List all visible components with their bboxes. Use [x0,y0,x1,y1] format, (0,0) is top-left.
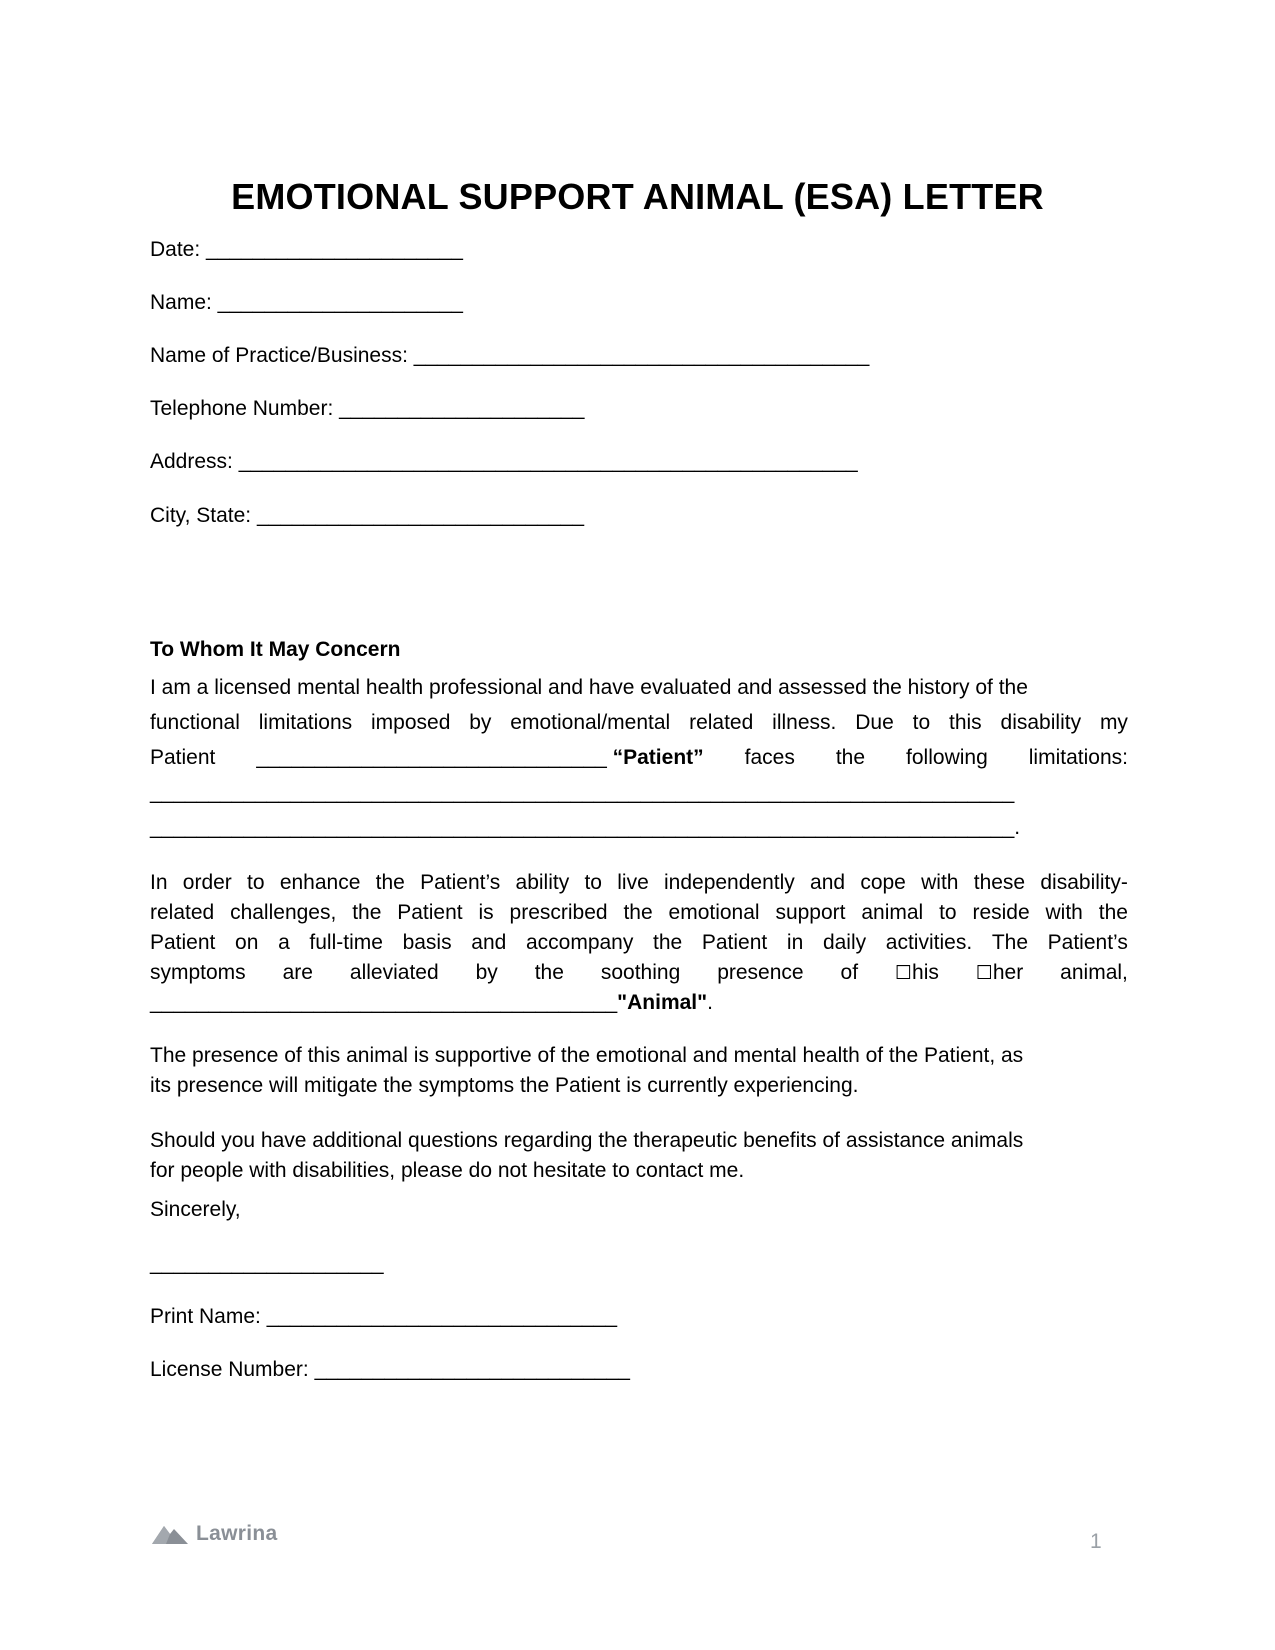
practice-field[interactable]: Name of Practice/Business: _______________________________________ [150,344,870,367]
word: a [278,931,290,954]
limitations-blank-2[interactable]: __________________________________________________________________________. [150,816,1021,839]
word: Patient [397,901,463,924]
word: basis [402,931,452,954]
word: by [469,711,492,734]
word: accompany [525,931,634,954]
word: on [235,931,259,954]
patient-name-blank-group[interactable] [256,740,703,775]
word: following [906,746,988,769]
word: In [150,871,168,894]
word: the [623,901,653,924]
word: daily [822,931,867,954]
period: . [707,991,713,1014]
paragraph-line-justified [150,928,1128,958]
address-field[interactable]: Address: _____________________________________________________ [150,450,858,473]
word: with [921,871,959,894]
date-field[interactable]: Date: ______________________ [150,238,463,261]
word: Patient’s [1047,931,1128,954]
animal-name-blank[interactable]: ________________________________________ [150,991,618,1014]
word: symptoms [150,961,246,984]
word: and [810,871,846,894]
patient-name-blank[interactable]: ______________________________ [256,746,607,769]
word: related [689,711,754,734]
word: prescribed [509,901,608,924]
word: these [973,871,1026,894]
paragraph-limitations [150,670,1128,845]
word: to [912,711,931,734]
word: functional [150,711,240,734]
paragraph-line: The presence of this animal is supportive of the emotional and mental health of the Patient, as [150,1044,1024,1067]
word: reside [972,901,1030,924]
word: the [835,746,866,769]
patient-line [150,740,1128,775]
word: the [1098,901,1128,924]
word: disability [1000,711,1082,734]
paragraph-line-justified [150,705,1128,740]
footer-logo [152,1522,277,1546]
word: of [840,961,859,984]
patient-label: “Patient” [612,746,704,769]
telephone-field[interactable]: Telephone Number: _____________________ [150,397,585,420]
city-state-field[interactable]: City, State: ____________________________ [150,504,584,527]
word: Patient [701,931,768,954]
word: ability [515,871,570,894]
word: Patient [150,931,216,954]
paragraph-prescription [150,868,1128,1018]
word: Patient [150,746,216,769]
word: disability- [1040,871,1128,894]
word: the [375,871,405,894]
paragraph-line-justified [150,868,1128,898]
word: the [653,931,683,954]
salutation: To Whom It May Concern [150,638,401,661]
word: emotional [668,901,760,924]
paragraph-line: for people with disabilities, please do not hesitate to contact me. [150,1159,745,1182]
paragraph-line: its presence will mitigate the symptoms the Patient is currently experiencing. [150,1074,859,1097]
paragraph-line: Should you have additional questions regarding the therapeutic benefits of assistance animals [150,1129,1024,1152]
word: enhance [279,871,361,894]
logo-text: Lawrina [196,1522,278,1545]
paragraph-line: I am a licensed mental health professional and have evaluated and assessed the history of the [150,676,1028,699]
word: challenges, [230,901,337,924]
animal-label: "Animal" [617,991,708,1014]
paragraph-line-justified [150,898,1128,928]
word: in [786,931,804,954]
word: soothing [600,961,681,984]
word: independently [664,871,795,894]
word: to [247,871,265,894]
word: the [534,961,564,984]
her-checkbox[interactable]: ☐ [975,962,993,984]
word: this [948,711,982,734]
her-checkbox-option[interactable] [976,958,1023,988]
word: activities. [885,931,973,954]
word: limitations [258,711,353,734]
animal-line [150,988,1128,1018]
her-label: her [992,961,1024,984]
word: imposed [371,711,451,734]
word: is [478,901,494,924]
his-label: his [912,961,939,984]
word: support [775,901,846,924]
word: live [617,871,649,894]
word: are [282,961,313,984]
word: cope [860,871,906,894]
word: presence [717,961,804,984]
license-number-field[interactable]: License Number: ___________________________ [150,1358,630,1381]
word: Patient’s [420,871,501,894]
word: animal, [1060,961,1128,984]
closing: Sincerely, [150,1198,241,1221]
pronoun-line [150,958,1128,988]
name-field[interactable]: Name: _____________________ [150,291,463,314]
word: The [991,931,1028,954]
word: to [939,901,957,924]
word: animal [861,901,924,924]
word: order [182,871,232,894]
word: by [475,961,498,984]
word: emotional/mental [510,711,671,734]
word: alleviated [349,961,439,984]
signature-line[interactable]: ____________________ [150,1252,384,1275]
word: illness. [772,711,837,734]
word: full-time [309,931,383,954]
word: my [1099,711,1128,734]
lawrina-mountain-icon [152,1522,188,1546]
limitations-blank-1[interactable]: __________________________________________________________________________ [150,781,1015,804]
word: limitations: [1028,746,1128,769]
word: and [471,931,507,954]
page-number: 1 [1090,1530,1102,1553]
word: with [1045,901,1083,924]
his-checkbox-option[interactable] [895,958,939,988]
word: to [584,871,602,894]
his-checkbox[interactable]: ☐ [894,962,913,984]
document-title: EMOTIONAL SUPPORT ANIMAL (ESA) LETTER [231,176,1044,217]
word: Due [855,711,894,734]
word: faces [744,746,795,769]
paragraph-supportive [150,1041,1128,1101]
word: related [150,901,215,924]
paragraph-contact [150,1126,1128,1186]
print-name-field[interactable]: Print Name: ______________________________ [150,1305,618,1328]
word: the [352,901,382,924]
